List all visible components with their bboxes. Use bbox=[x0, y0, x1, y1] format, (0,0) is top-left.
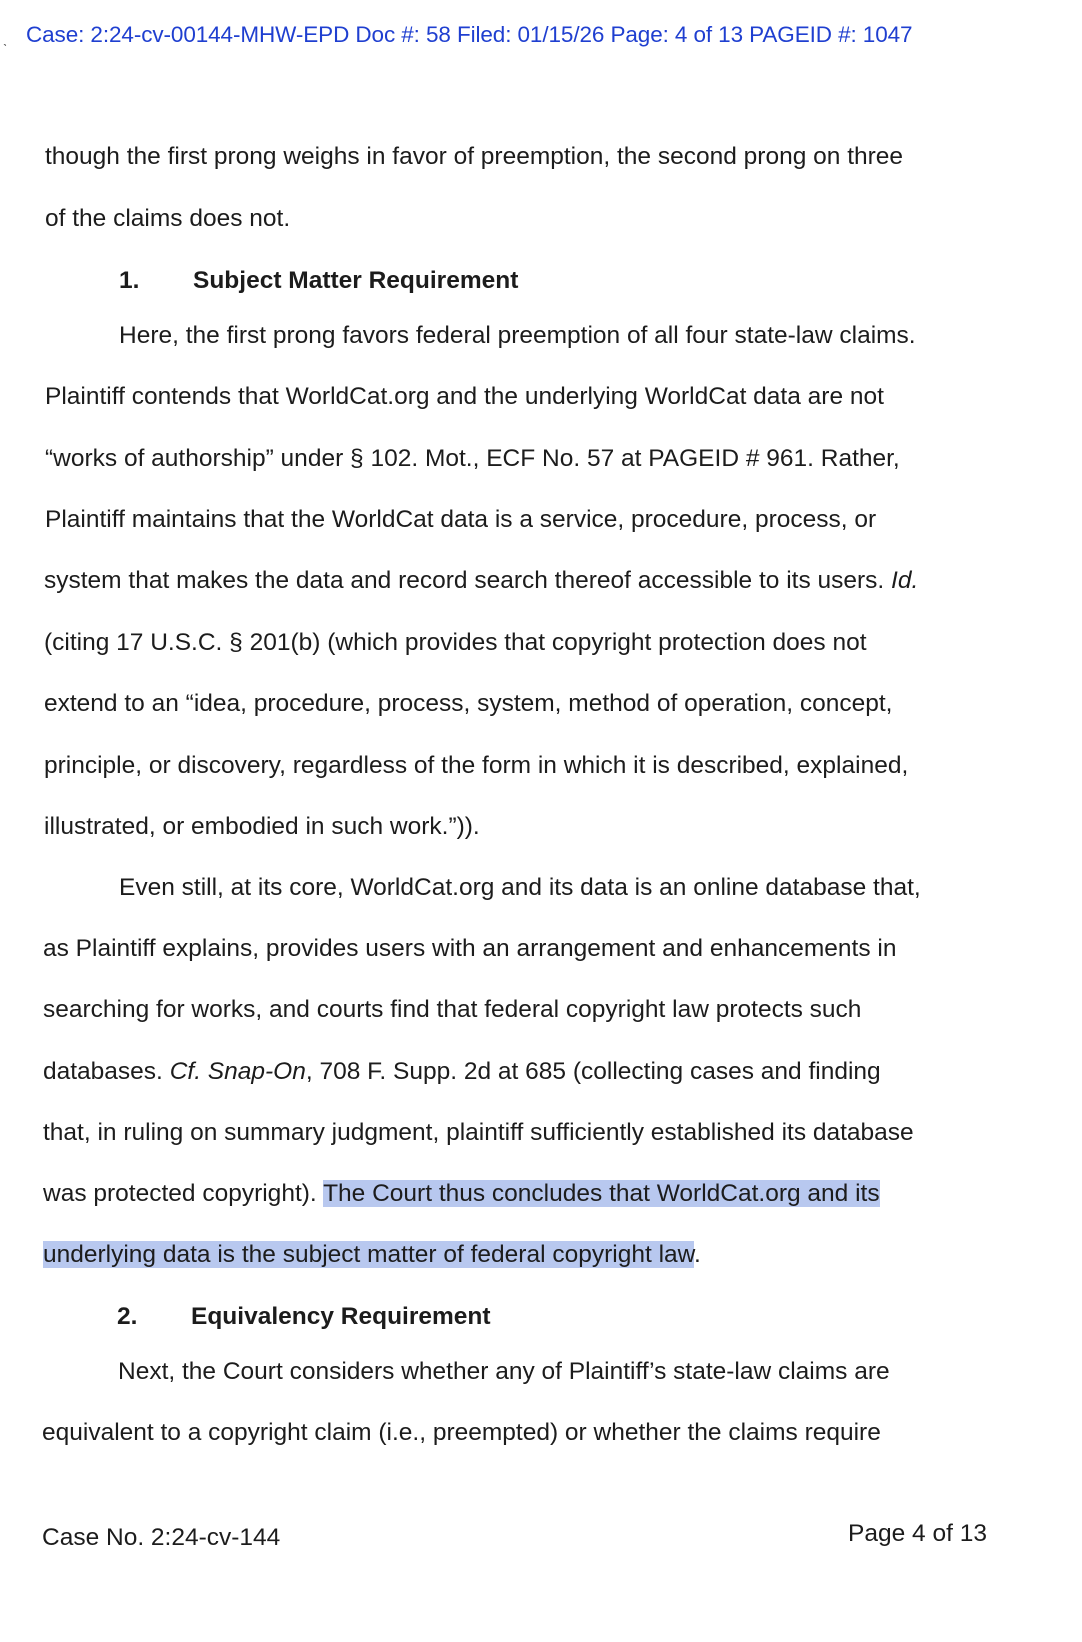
case-citation: Cf. Snap-On bbox=[169, 1058, 306, 1085]
margin-mark: ˎ bbox=[3, 30, 8, 46]
text-line: searching for works, and courts find that federal copyright law protects such bbox=[43, 996, 862, 1023]
text-line: extend to an “idea, procedure, process, system, method of operation, concept, bbox=[44, 690, 893, 717]
text-line: Next, the Court considers whether any of Plaintiff’s state-law claims are bbox=[118, 1358, 890, 1385]
text-line: though the first prong weighs in favor of preemption, the second prong on three bbox=[45, 143, 904, 170]
text-line: Plaintiff maintains that the WorldCat data is a service, procedure, process, or bbox=[45, 506, 877, 533]
text-line: as Plaintiff explains, provides users with an arrangement and enhancements in bbox=[43, 935, 897, 962]
text-span: . bbox=[693, 1241, 701, 1268]
section-number: 1. bbox=[119, 267, 140, 294]
text-line: equivalent to a copyright claim (i.e., preempted) or whether the claims require bbox=[42, 1419, 881, 1446]
highlighted-text: The Court thus concludes that WorldCat.org and its bbox=[323, 1180, 880, 1207]
text-line: that, in ruling on summary judgment, plaintiff sufficiently established its database bbox=[43, 1119, 914, 1146]
footer-case-number: Case No. 2:24-cv-144 bbox=[42, 1524, 281, 1551]
text-line: of the claims does not. bbox=[45, 205, 291, 232]
text-span: databases. bbox=[43, 1058, 170, 1085]
citation-id: Id. bbox=[891, 567, 919, 594]
section-number: 2. bbox=[117, 1303, 138, 1330]
highlighted-text: underlying data is the subject matter of federal copyright law bbox=[43, 1241, 694, 1268]
text-span: system that makes the data and record search thereof accessible to its users. bbox=[44, 567, 892, 594]
section-heading-1 bbox=[119, 265, 518, 297]
section-title: Equivalency Requirement bbox=[191, 1303, 491, 1330]
text-line: Plaintiff contends that WorldCat.org and the underlying WorldCat data are not bbox=[45, 383, 884, 410]
section-title: Subject Matter Requirement bbox=[193, 267, 519, 294]
text-line: Here, the first prong favors federal preemption of all four state-law claims. bbox=[119, 322, 916, 349]
text-span: was protected copyright). bbox=[43, 1180, 324, 1207]
text-line bbox=[43, 1178, 880, 1210]
text-line: Even still, at its core, WorldCat.org and its data is an online database that, bbox=[119, 874, 921, 901]
text-line bbox=[44, 565, 918, 597]
text-line: (citing 17 U.S.C. § 201(b) (which provides that copyright protection does not bbox=[44, 629, 867, 656]
text-line: principle, or discovery, regardless of the form in which it is described, explained, bbox=[44, 752, 909, 779]
text-line: “works of authorship” under § 102. Mot., ECF No. 57 at PAGEID # 961. Rather, bbox=[45, 445, 900, 472]
case-header: Case: 2:24-cv-00144-MHW-EPD Doc #: 58 Filed: 01/15/26 Page: 4 of 13 PAGEID #: 1047 bbox=[26, 22, 913, 47]
text-span: , 708 F. Supp. 2d at 685 (collecting cases and finding bbox=[305, 1058, 881, 1085]
text-line bbox=[43, 1056, 881, 1088]
text-line: illustrated, or embodied in such work.”)). bbox=[44, 813, 480, 840]
text-line bbox=[43, 1239, 701, 1271]
footer-page-number: Page 4 of 13 bbox=[848, 1520, 987, 1547]
section-heading-2 bbox=[117, 1301, 491, 1333]
